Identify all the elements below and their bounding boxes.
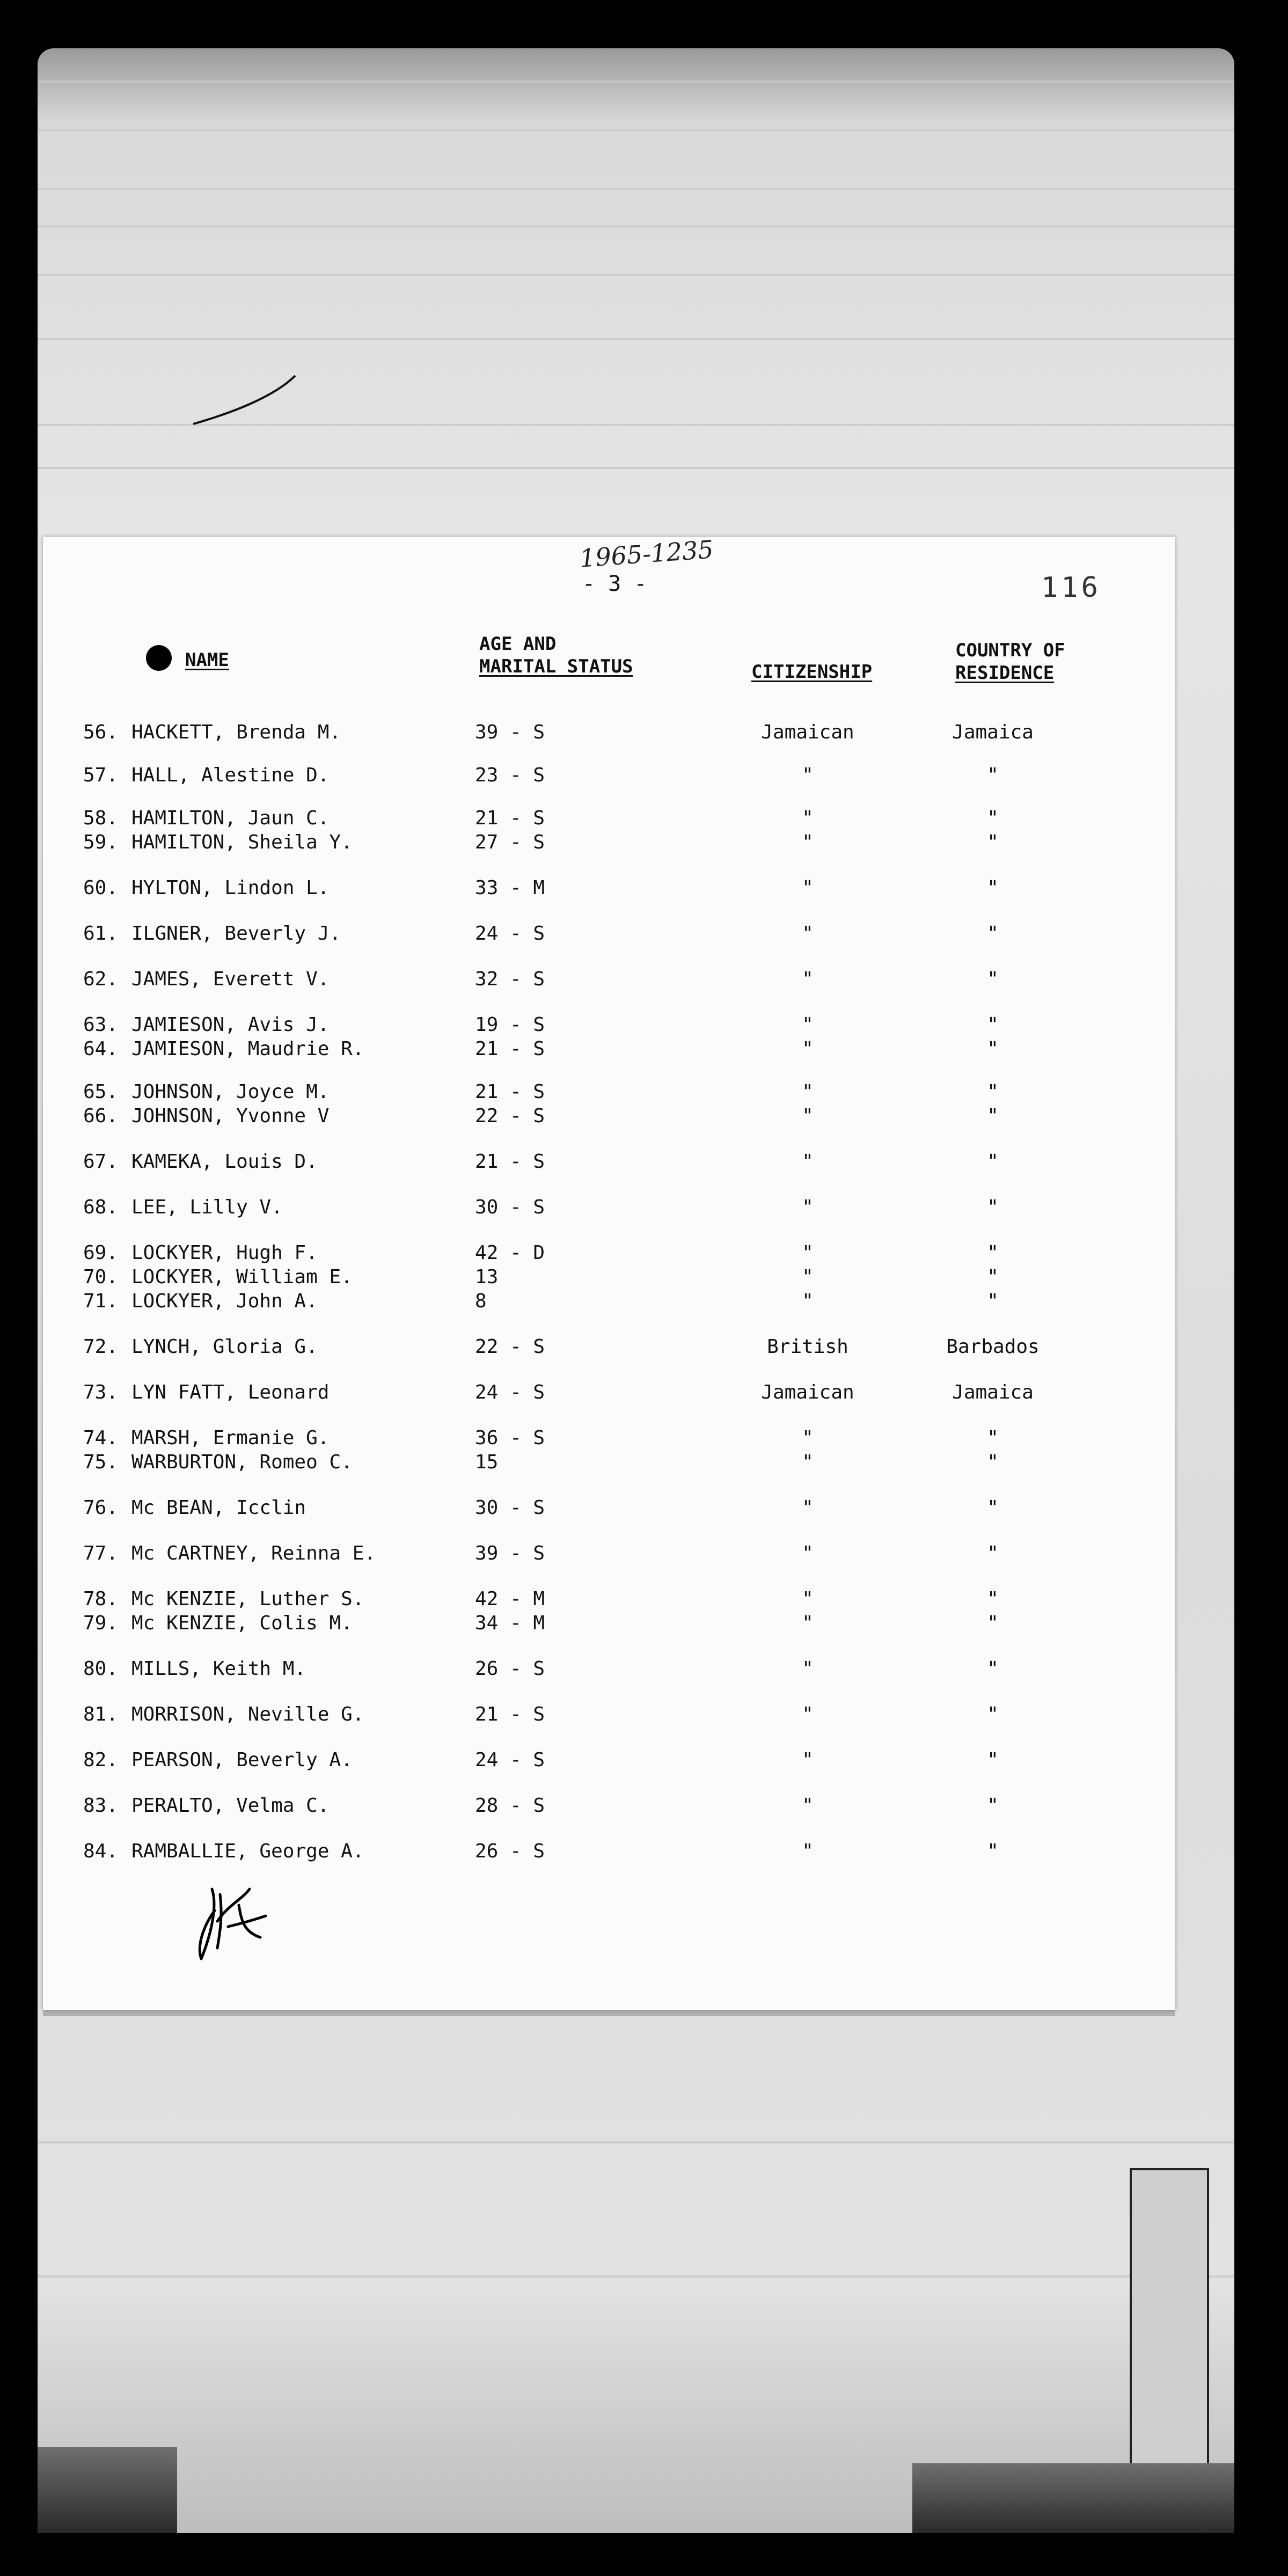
age-marital-status: 26 - S (475, 1840, 545, 1862)
row-number: 83. (83, 1795, 118, 1817)
passenger-name: JAMES, Everett V. (131, 968, 330, 990)
passenger-name: MARSH, Ermanie G. (131, 1427, 330, 1449)
passenger-name: LOCKYER, William E. (131, 1266, 353, 1288)
age-marital-status: 42 - D (475, 1242, 545, 1264)
age-marital-status: 22 - S (475, 1105, 545, 1127)
age-marital-status: 21 - S (475, 1081, 545, 1103)
citizenship-value: " (802, 1014, 814, 1036)
bullet-dot-icon (146, 645, 172, 671)
residence-value: " (987, 1290, 999, 1312)
passenger-name: RAMBALLIE, George A. (131, 1840, 364, 1862)
citizenship-value: " (802, 1242, 814, 1264)
row-number: 62. (83, 968, 118, 990)
residence-value: " (987, 1151, 999, 1173)
age-marital-status: 34 - M (475, 1612, 545, 1634)
age-marital-status: 30 - S (475, 1196, 545, 1218)
citizenship-value: " (802, 1196, 814, 1218)
row-number: 82. (83, 1749, 118, 1771)
age-marital-status: 32 - S (475, 968, 545, 990)
header-citizenship: CITIZENSHIP (751, 661, 873, 683)
age-marital-status: 24 - S (475, 923, 545, 945)
citizenship-value: " (802, 1290, 814, 1312)
citizenship-value: " (802, 1497, 814, 1519)
row-number: 68. (83, 1196, 118, 1218)
row-number: 58. (83, 807, 118, 829)
handwritten-initials-signature (191, 1873, 276, 1970)
page-number: - 3 - (582, 572, 647, 596)
row-number: 67. (83, 1151, 118, 1173)
passenger-name: PERALTO, Velma C. (131, 1795, 330, 1817)
citizenship-value: " (802, 1151, 814, 1173)
header-residence-line2: RESIDENCE (955, 662, 1055, 684)
residence-value: " (987, 968, 999, 990)
age-marital-status: 8 (475, 1290, 487, 1312)
age-marital-status: 22 - S (475, 1336, 545, 1358)
residence-value: " (987, 1749, 999, 1771)
film-edge-bottom-right (912, 2463, 1234, 2533)
citizenship-value: " (802, 1451, 814, 1473)
row-number: 73. (83, 1381, 118, 1403)
citizenship-value: " (802, 1840, 814, 1862)
age-marital-status: 21 - S (475, 1703, 545, 1725)
passenger-name: HALL, Alestine D. (131, 764, 330, 786)
citizenship-value: " (802, 1703, 814, 1725)
row-number: 56. (83, 721, 118, 743)
passenger-name: JAMIESON, Avis J. (131, 1014, 330, 1036)
citizenship-value: " (802, 1266, 814, 1288)
passenger-name: Mc KENZIE, Colis M. (131, 1612, 353, 1634)
row-number: 78. (83, 1588, 118, 1610)
citizenship-value: " (802, 1081, 814, 1103)
age-marital-status: 39 - S (475, 1542, 545, 1564)
row-number: 69. (83, 1242, 118, 1264)
passenger-name: KAMEKA, Louis D. (131, 1151, 318, 1173)
row-number: 77. (83, 1542, 118, 1564)
age-marital-status: 21 - S (475, 1151, 545, 1173)
row-number: 71. (83, 1290, 118, 1312)
passenger-name: JAMIESON, Maudrie R. (131, 1038, 364, 1060)
residence-value: " (987, 807, 999, 829)
row-number: 59. (83, 831, 118, 853)
residence-value: " (987, 1703, 999, 1725)
age-marital-status: 28 - S (475, 1795, 545, 1817)
citizenship-value: " (802, 1749, 814, 1771)
residence-value: " (987, 1038, 999, 1060)
residence-value: " (987, 1795, 999, 1817)
residence-value: " (987, 1266, 999, 1288)
header-residence-line1: COUNTRY OF (955, 640, 1065, 661)
passenger-name: Mc CARTNEY, Reinna E. (131, 1542, 376, 1564)
age-marital-status: 42 - M (475, 1588, 545, 1610)
residence-value: " (987, 764, 999, 786)
passenger-name: HAMILTON, Sheila Y. (131, 831, 353, 853)
header-age-line1: AGE AND (479, 633, 557, 655)
row-number: 57. (83, 764, 118, 786)
citizenship-value: " (802, 1038, 814, 1060)
residence-value: " (987, 1014, 999, 1036)
age-marital-status: 24 - S (475, 1749, 545, 1771)
residence-value: " (987, 1497, 999, 1519)
row-number: 70. (83, 1266, 118, 1288)
film-scratch (156, 327, 317, 435)
residence-value: " (987, 1451, 999, 1473)
passenger-name: JOHNSON, Yvonne V (131, 1105, 330, 1127)
citizenship-value: " (802, 1542, 814, 1564)
age-marital-status: 15 (475, 1451, 499, 1473)
citizenship-value: " (802, 923, 814, 945)
passenger-name: LYN FATT, Leonard (131, 1381, 330, 1403)
passenger-name: HACKETT, Brenda M. (131, 721, 341, 743)
age-marital-status: 19 - S (475, 1014, 545, 1036)
row-number: 81. (83, 1703, 118, 1725)
age-marital-status: 21 - S (475, 807, 545, 829)
age-marital-status: 33 - M (475, 877, 545, 899)
citizenship-value: " (802, 968, 814, 990)
passenger-name: LOCKYER, Hugh F. (131, 1242, 318, 1264)
residence-value: " (987, 1588, 999, 1610)
row-number: 80. (83, 1658, 118, 1680)
row-number: 74. (83, 1427, 118, 1449)
residence-value: Jamaica (952, 1381, 1034, 1403)
row-number: 60. (83, 877, 118, 899)
age-marital-status: 26 - S (475, 1658, 545, 1680)
passenger-name: LEE, Lilly V. (131, 1196, 283, 1218)
citizenship-value: " (802, 1427, 814, 1449)
residence-value: " (987, 831, 999, 853)
row-number: 76. (83, 1497, 118, 1519)
citizenship-value: British (767, 1336, 848, 1358)
residence-value: " (987, 1840, 999, 1862)
citizenship-value: " (802, 1105, 814, 1127)
age-marital-status: 39 - S (475, 721, 545, 743)
row-number: 65. (83, 1081, 118, 1103)
handwritten-file-number: 1965-1235 (579, 535, 715, 573)
passenger-name: ILGNER, Beverly J. (131, 923, 341, 945)
row-number: 66. (83, 1105, 118, 1127)
citizenship-value: " (802, 1658, 814, 1680)
age-marital-status: 24 - S (475, 1381, 545, 1403)
passenger-name: HYLTON, Lindon L. (131, 877, 330, 899)
header-name: NAME (185, 649, 229, 671)
passenger-name: Mc BEAN, Icclin (131, 1497, 306, 1519)
header-age-line2: MARITAL STATUS (479, 656, 633, 677)
row-number: 75. (83, 1451, 118, 1473)
citizenship-value: " (802, 764, 814, 786)
passenger-name: MORRISON, Neville G. (131, 1703, 364, 1725)
film-tab-right (1130, 2168, 1209, 2484)
passenger-name: HAMILTON, Jaun C. (131, 807, 330, 829)
citizenship-value: " (802, 807, 814, 829)
row-number: 63. (83, 1014, 118, 1036)
row-number: 72. (83, 1336, 118, 1358)
passenger-name: MILLS, Keith M. (131, 1658, 306, 1680)
row-number: 61. (83, 923, 118, 945)
age-marital-status: 36 - S (475, 1427, 545, 1449)
passenger-name: PEARSON, Beverly A. (131, 1749, 353, 1771)
residence-value: " (987, 923, 999, 945)
row-number: 64. (83, 1038, 118, 1060)
page-edge-shadow (43, 2010, 1175, 2016)
residence-value: " (987, 1427, 999, 1449)
residence-value: " (987, 877, 999, 899)
citizenship-value: " (802, 1795, 814, 1817)
passenger-name: LOCKYER, John A. (131, 1290, 318, 1312)
residence-value: Jamaica (952, 721, 1034, 743)
passenger-name: Mc KENZIE, Luther S. (131, 1588, 364, 1610)
age-marital-status: 21 - S (475, 1038, 545, 1060)
age-marital-status: 27 - S (475, 831, 545, 853)
row-number: 84. (83, 1840, 118, 1862)
residence-value: " (987, 1658, 999, 1680)
residence-value: " (987, 1081, 999, 1103)
passenger-name: WARBURTON, Romeo C. (131, 1451, 353, 1473)
citizenship-value: Jamaican (761, 721, 854, 743)
residence-value: " (987, 1242, 999, 1264)
citizenship-value: " (802, 831, 814, 853)
citizenship-value: " (802, 1588, 814, 1610)
age-marital-status: 13 (475, 1266, 499, 1288)
residence-value: " (987, 1196, 999, 1218)
residence-value: " (987, 1612, 999, 1634)
age-marital-status: 23 - S (475, 764, 545, 786)
passenger-name: JOHNSON, Joyce M. (131, 1081, 330, 1103)
stamped-page-number: 116 (1041, 572, 1101, 604)
citizenship-value: " (802, 877, 814, 899)
citizenship-value: Jamaican (761, 1381, 854, 1403)
row-number: 79. (83, 1612, 118, 1634)
age-marital-status: 30 - S (475, 1497, 545, 1519)
residence-value: " (987, 1105, 999, 1127)
residence-value: Barbados (946, 1336, 1040, 1358)
film-edge-bottom-left (38, 2447, 177, 2533)
citizenship-value: " (802, 1612, 814, 1634)
passenger-name: LYNCH, Gloria G. (131, 1336, 318, 1358)
residence-value: " (987, 1542, 999, 1564)
